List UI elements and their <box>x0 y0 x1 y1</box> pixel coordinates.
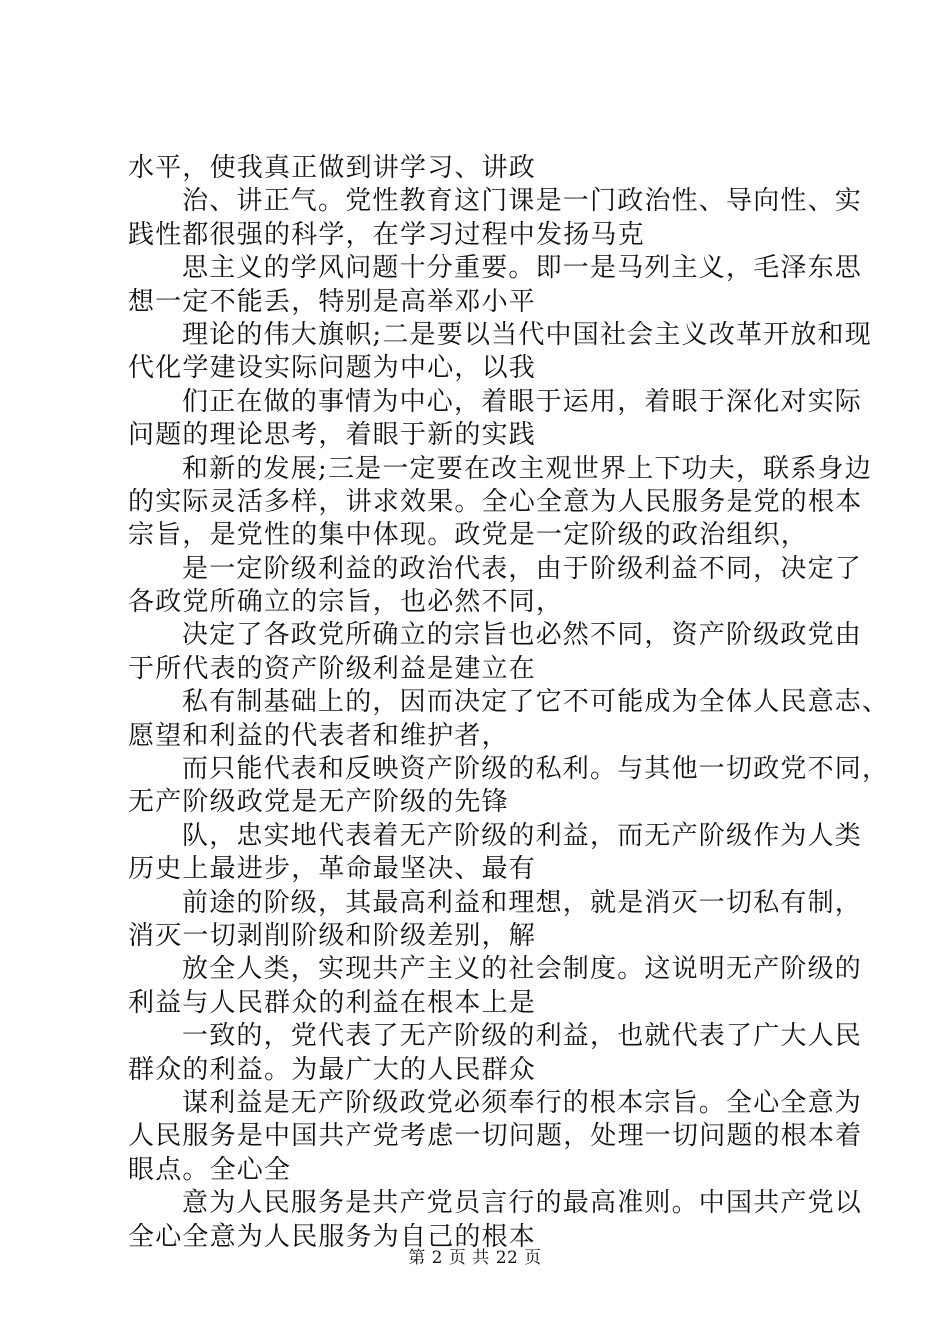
text-line: 问题的理论思考，着眼于新的实践 <box>128 420 537 451</box>
text-line: 利益与人民群众的利益在根本上是 <box>128 987 537 1018</box>
text-line: 宗旨，是党性的集中体现。政党是一定阶级的政治组织， <box>128 520 809 551</box>
text-line: 理论的伟大旗帜;二是要以当代中国社会主义改革开放和现 <box>182 319 872 350</box>
text-line: 愿望和利益的代表者和维护者， <box>128 720 509 751</box>
text-line: 前途的阶级，其最高利益和理想，就是消灭一切私有制， <box>182 887 863 918</box>
text-line: 群众的利益。为最广大的人民群众 <box>128 1054 537 1085</box>
text-line: 决定了各政党所确立的宗旨也必然不同，资产阶级政党由 <box>182 620 863 651</box>
text-line: 于所代表的资产阶级利益是建立在 <box>128 653 537 684</box>
text-line: 治、讲正气。党性教育这门课是一门政治性、导向性、实 <box>182 186 863 217</box>
text-line: 而只能代表和反映资产阶级的私利。与其他一切政党不同， <box>182 754 890 785</box>
text-line: 眼点。全心全 <box>128 1154 292 1185</box>
text-line: 各政党所确立的宗旨，也必然不同， <box>128 587 564 618</box>
text-line: 历史上最进步，革命最坚决、最有 <box>128 854 537 885</box>
text-line: 思主义的学风问题十分重要。即一是马列主义，毛泽东思 <box>182 253 863 284</box>
document-body <box>128 152 890 1254</box>
text-line: 无产阶级政党是无产阶级的先锋 <box>128 787 509 818</box>
text-line: 践性都很强的科学，在学习过程中发扬马克 <box>128 219 645 250</box>
text-line: 是一定阶级利益的政治代表，由于阶级利益不同，决定了 <box>182 553 863 584</box>
text-line: 谋利益是无产阶级政党必须奉行的根本宗旨。全心全意为 <box>182 1087 863 1118</box>
text-line: 的实际灵活多样，讲求效果。全心全意为人民服务是党的根本 <box>128 486 863 517</box>
text-line: 们正在做的事情为中心，着眼于运用，着眼于深化对实际 <box>182 386 863 417</box>
text-line: 想一定不能丢，特别是高举邓小平 <box>128 286 537 317</box>
text-line: 和新的发展;三是一定要在改主观世界上下功夫，联系身边 <box>182 453 872 484</box>
text-line: 放全人类，实现共产主义的社会制度。这说明无产阶级的 <box>182 954 863 985</box>
text-line: 一致的，党代表了无产阶级的利益，也就代表了广大人民 <box>182 1021 863 1052</box>
text-line: 代化学建设实际问题为中心，以我 <box>128 353 537 384</box>
text-line: 队，忠实地代表着无产阶级的利益，而无产阶级作为人类 <box>182 820 863 851</box>
text-line: 全心全意为人民服务为自己的根本 <box>128 1221 537 1252</box>
page-footer: 第 2 页 共 22 页 <box>408 1248 542 1268</box>
text-line: 私有制基础上的，因而决定了它不可能成为全体人民意志、 <box>182 687 890 718</box>
text-line: 人民服务是中国共产党考虑一切问题，处理一切问题的根本着 <box>128 1121 863 1152</box>
text-line: 水平，使我真正做到讲学习、讲政 <box>128 153 537 183</box>
text-line: 意为人民服务是共产党员言行的最高准则。中国共产党以 <box>182 1188 863 1219</box>
text-line: 消灭一切剥削阶级和阶级差别，解 <box>128 920 537 951</box>
